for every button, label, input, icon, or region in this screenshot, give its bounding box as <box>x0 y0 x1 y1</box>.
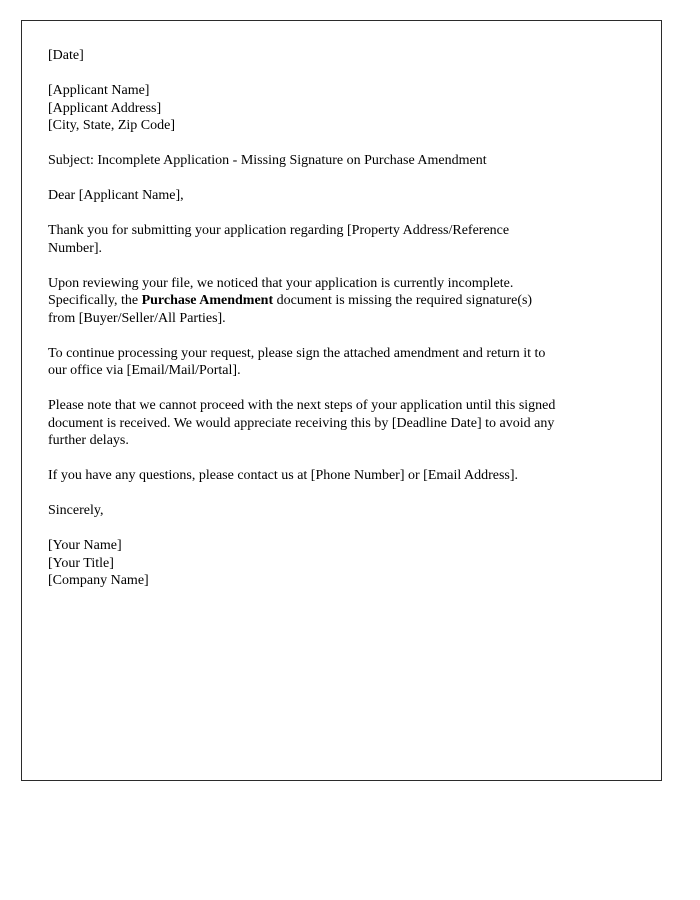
paragraph-line: from [Buyer/Seller/All Parties]. <box>48 310 226 326</box>
text-before-bold: Specifically, the <box>48 293 142 308</box>
closing-block <box>48 502 633 520</box>
subject-block <box>48 152 633 170</box>
paragraph-line: To continue processing your request, please sign the attached amendment and return it to <box>48 345 546 361</box>
paragraph-instructions <box>48 345 633 380</box>
signature-block <box>48 537 633 590</box>
letter-document <box>21 20 662 781</box>
paragraph-line: Thank you for submitting your application regarding [Property Address/Reference <box>48 223 510 238</box>
salutation-block <box>48 187 633 205</box>
text-after-bold: document is missing the required signature(s) <box>273 293 533 308</box>
closing-line: Sincerely, <box>48 503 104 518</box>
paragraph-line: further delays. <box>48 433 129 448</box>
signature-title-line: [Your Title] <box>48 555 114 571</box>
recipient-block <box>48 82 633 135</box>
paragraph-line: Upon reviewing your file, we noticed that your application is currently incomplete. <box>48 275 514 291</box>
paragraph-deadline <box>48 397 633 450</box>
paragraph-line-with-bold <box>48 292 633 310</box>
recipient-city-line: [City, State, Zip Code] <box>48 118 176 133</box>
paragraph-contact <box>48 467 633 485</box>
subject-line: Subject: Incomplete Application - Missing Signature on Purchase Amendment <box>48 153 487 168</box>
date-line: [Date] <box>48 48 84 63</box>
paragraph-line: document is received. We would appreciate receiving this by [Deadline Date] to avoid any <box>48 415 555 431</box>
paragraph-incomplete-notice <box>48 275 633 328</box>
paragraph-line: If you have any questions, please contact us at [Phone Number] or [Email Address]. <box>48 468 519 483</box>
recipient-address-line: [Applicant Address] <box>48 100 162 116</box>
paragraph-line: Please note that we cannot proceed with the next steps of your application until this signed <box>48 398 556 413</box>
signature-company-line: [Company Name] <box>48 573 149 588</box>
paragraph-line: our office via [Email/Mail/Portal]. <box>48 363 241 378</box>
salutation-line: Dear [Applicant Name], <box>48 188 184 203</box>
bold-document-name: Purchase Amendment <box>141 293 274 308</box>
recipient-name-line: [Applicant Name] <box>48 83 150 98</box>
paragraph-thank-you <box>48 222 633 257</box>
signature-name-line: [Your Name] <box>48 538 122 553</box>
date-block <box>48 47 633 65</box>
paragraph-line: Number]. <box>48 240 103 256</box>
